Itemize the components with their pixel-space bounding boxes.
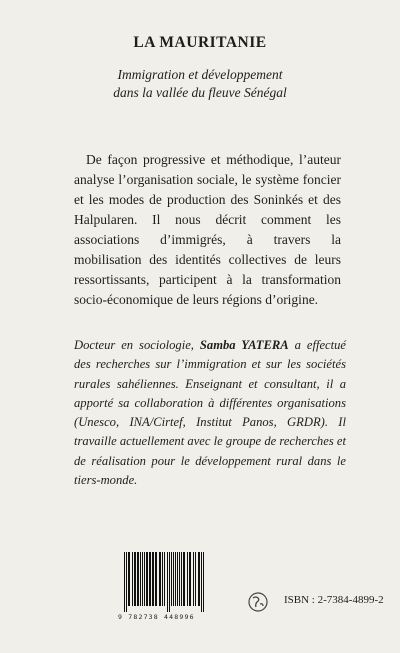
barcode-bar (171, 552, 172, 606)
isbn: ISBN : 2-7384-4899-2 (284, 594, 384, 606)
barcode-bar (169, 552, 170, 612)
book-summary: De façon progressive et méthodique, l’auteur analyse l’organisation sociale, le système foncier et les modes de production des Soninkés et des Halpularen. Il nous décrit comment les associations d’immigrés, à travers la mobilisation des identités collectives de leurs ressortissants, participent à la transformation socio-économique de leurs régions d’origine. (74, 152, 341, 307)
barcode-bar (142, 552, 143, 606)
subtitle-line-2: dans la vallée du fleuve Sénégal (113, 85, 287, 100)
bio-text: a effectué des recherches sur l’immigration et sur les sociétés rurales sahéliennes. Enseignant et consultant, il a apporté sa collaboration à différentes organisations (Unesco, INA/Cirtef, Institut Panos, GRDR). Il travaille actuellement avec le groupe de recherches et de réalisation pour le développement rural dans le tiers-monde. (74, 338, 347, 488)
barcode-bars (118, 552, 220, 612)
barcode-bar (189, 552, 191, 606)
barcode-bar (193, 552, 194, 606)
barcode-bar (179, 552, 180, 606)
barcode-bar (195, 552, 196, 606)
barcode-bar (159, 552, 161, 606)
barcode-bar (144, 552, 145, 606)
barcode-bar (124, 552, 125, 612)
barcode-bar (198, 552, 200, 606)
barcode-bar (155, 552, 157, 606)
barcode-bar (167, 552, 168, 612)
barcode-bar (137, 552, 139, 606)
barcode-bar (175, 552, 176, 606)
barcode-bar (140, 552, 141, 606)
globe-icon (248, 592, 268, 612)
barcode-bar (162, 552, 163, 606)
bio-intro: Docteur en sociologie, (74, 338, 200, 352)
barcode-bar (177, 552, 178, 606)
author-bio (74, 336, 346, 490)
barcode-bar (164, 552, 165, 606)
barcode-bar (201, 552, 202, 612)
subtitle-line-1: Immigration et développement (117, 67, 283, 82)
barcode-bar (134, 552, 136, 606)
barcode-bar (149, 552, 151, 606)
barcode (118, 552, 220, 624)
barcode-bar (152, 552, 154, 606)
barcode-bar (132, 552, 133, 606)
barcode-bar (128, 552, 130, 606)
barcode-bar (183, 552, 185, 606)
book-subtitle (0, 66, 400, 102)
barcode-bar (146, 552, 148, 606)
barcode-bar (181, 552, 182, 606)
barcode-bar (126, 552, 127, 612)
book-title: LA MAURITANIE (133, 34, 267, 51)
barcode-bar (203, 552, 204, 612)
barcode-number: 9 782738 448996 (118, 613, 195, 621)
author-name: Samba YATERA (199, 338, 289, 352)
barcode-bar (187, 552, 188, 606)
barcode-bar (173, 552, 174, 606)
